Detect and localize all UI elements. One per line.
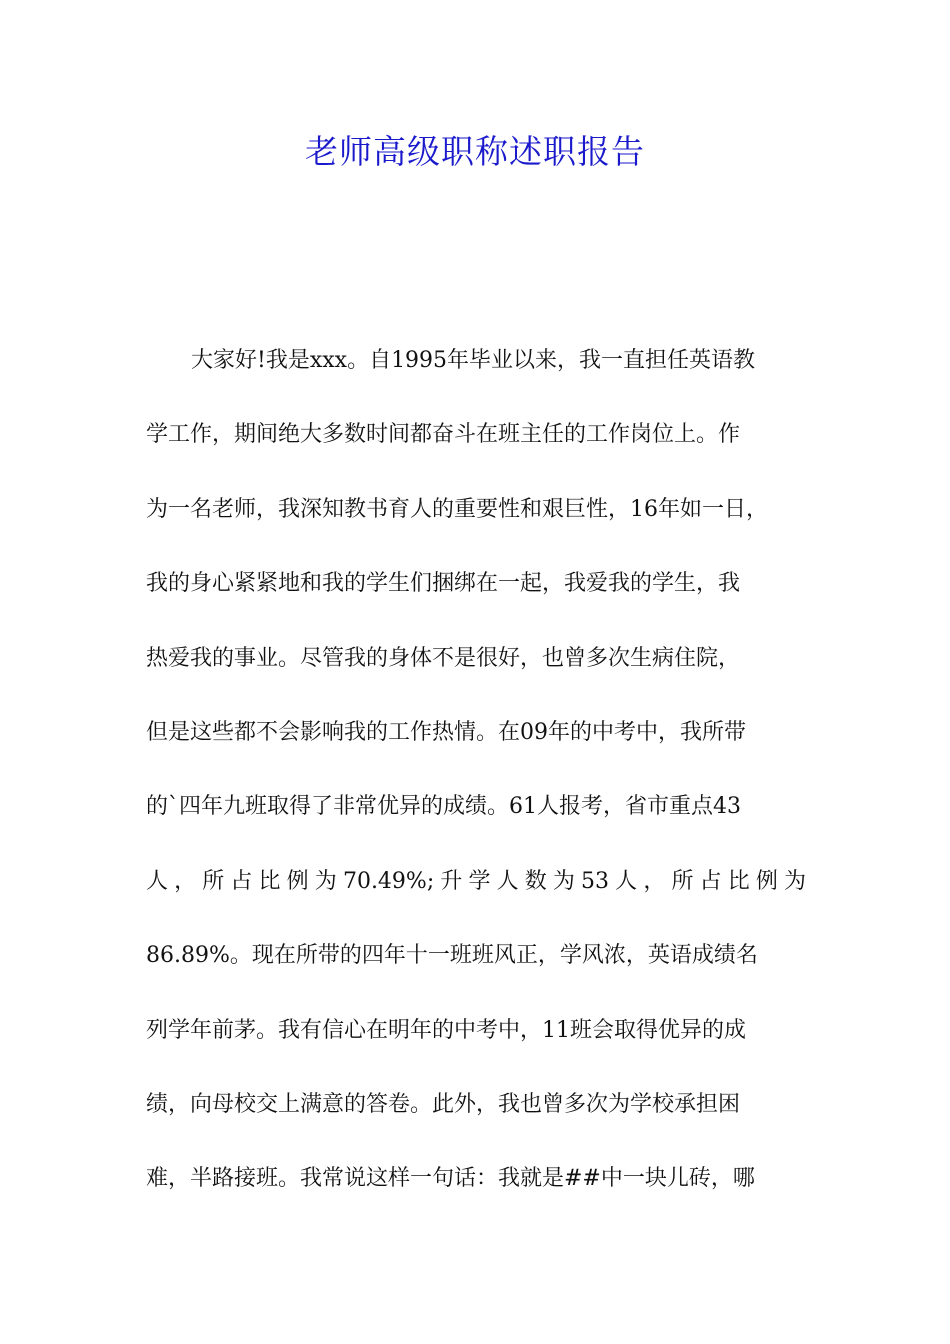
document-body <box>146 338 806 1231</box>
paragraph-line: 的`四年九班取得了非常优异的成绩。61人报考，省市重点43 <box>146 794 741 820</box>
document-title: 老师高级职称述职报告 <box>305 132 645 171</box>
paragraph-line: 但是这些都不会影响我的工作热情。在09年的中考中，我所带 <box>146 719 746 745</box>
paragraph-line: 大家好!我是xxx。自1995年毕业以来，我一直担任英语教 <box>191 348 756 373</box>
paragraph-line: 列学年前茅。我有信心在明年的中考中，11班会取得优异的成 <box>146 1017 746 1043</box>
paragraph-line: 热爱我的事业。尽管我的身体不是很好，也曾多次生病住院， <box>146 645 741 671</box>
paragraph-line: 绩，向母校交上满意的答卷。此外，我也曾多次为学校承担困 <box>146 1091 741 1117</box>
paragraph-line: 为一名老师，我深知教书育人的重要性和艰巨性，16年如一日， <box>146 496 768 522</box>
paragraph-line: 难，半路接班。我常说这样一句话：我就是##中一块儿砖，哪 <box>146 1166 755 1192</box>
paragraph-line: 学工作，期间绝大多数时间都奋斗在班主任的工作岗位上。作 <box>146 422 741 448</box>
paragraph-line: 人，所占比例为70.49%;升学人数为53人，所占比例为 <box>146 868 806 894</box>
paragraph-line: 86.89%。现在所带的四年十一班班风正，学风浓，英语成绩名 <box>146 943 758 969</box>
paragraph-line: 我的身心紧紧地和我的学生们捆绑在一起，我爱我的学生，我 <box>146 571 741 597</box>
